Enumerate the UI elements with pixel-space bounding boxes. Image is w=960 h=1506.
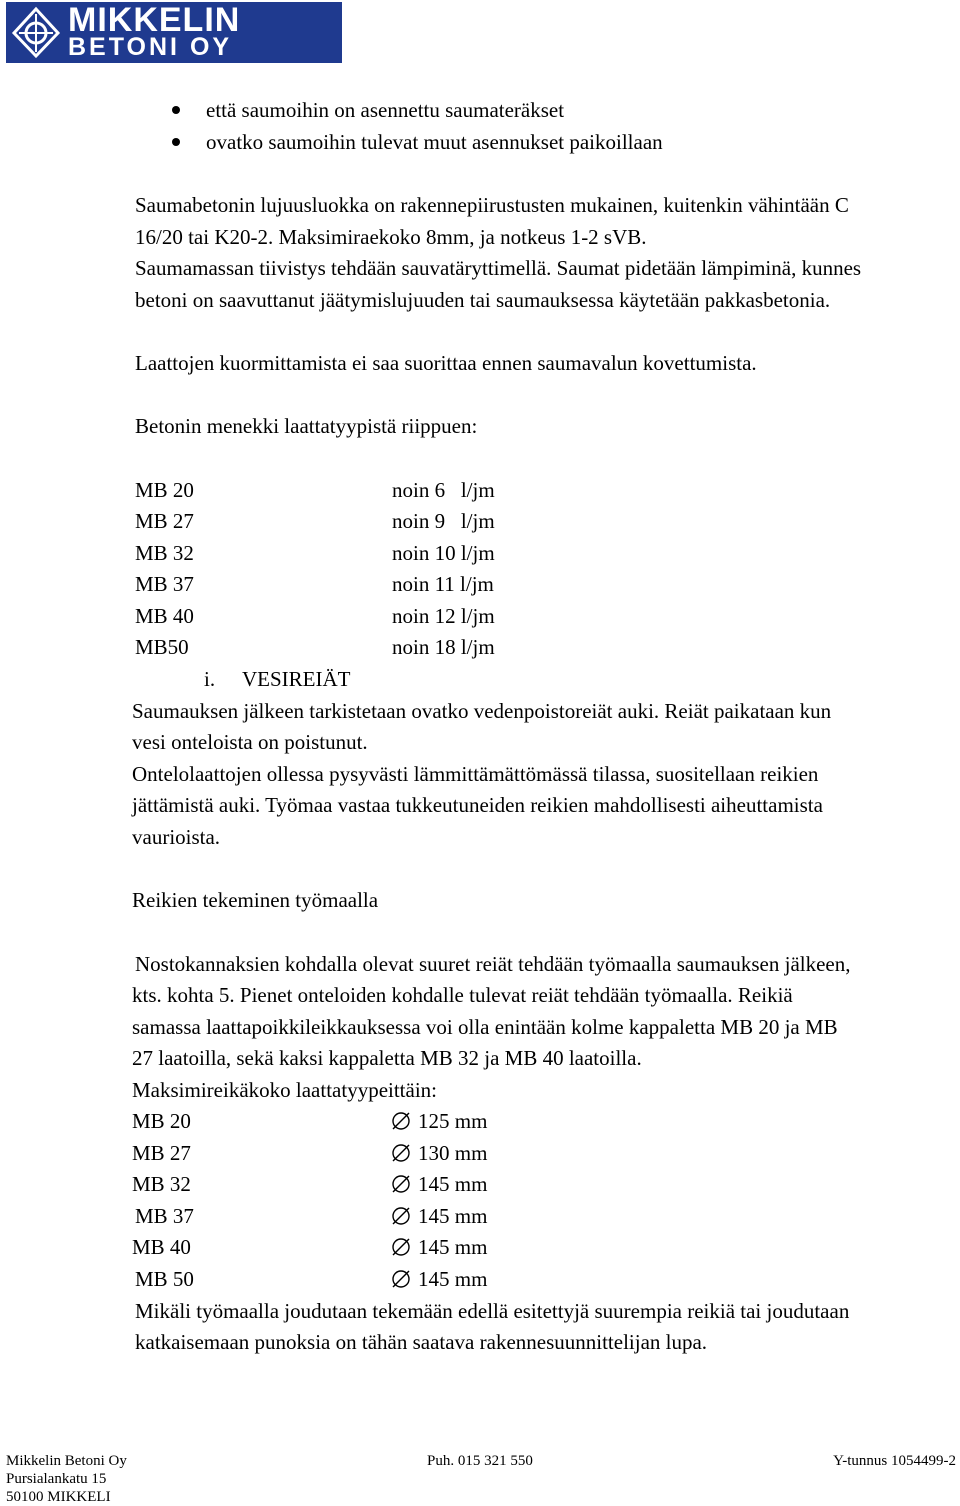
consumption-value: noin 9 l/jm — [392, 509, 495, 533]
hole-size: 125 mm — [418, 1109, 488, 1133]
company-logo — [6, 2, 342, 63]
footer-city: 50100 MIKKELI — [6, 1489, 111, 1505]
hole-type: MB 32 — [132, 1172, 191, 1196]
paragraph-line: Saumamassan tiivistys tehdään sauvatäryttimellä. Saumat pidetään lämpiminä, kunnes — [135, 256, 862, 280]
hole-type: MB 50 — [135, 1267, 194, 1291]
footer-street: Pursialankatu 15 — [6, 1471, 107, 1487]
paragraph-line: Nostokannaksien kohdalla olevat suuret reiät tehdään työmaalla saumauksen jälkeen, — [135, 952, 851, 976]
paragraph-line: kts. kohta 5. Pienet onteloiden kohdalle tulevat reiät tehdään työmaalla. Reikiä — [132, 983, 793, 1007]
footer-business-id: Y-tunnus 1054499-2 — [833, 1453, 956, 1469]
diameter-icon — [391, 1174, 411, 1194]
footer-company: Mikkelin Betoni Oy — [6, 1453, 127, 1469]
paragraph-line: vesi onteloista on poistunut. — [132, 730, 368, 754]
subheading: Reikien tekeminen työmaalla — [132, 888, 379, 912]
logo-text-line1: MIKKELIN — [68, 2, 241, 39]
bullet-item: että saumoihin on asennettu saumateräkset — [206, 98, 565, 122]
diameter-icon — [391, 1237, 411, 1257]
logo-emblem-icon — [10, 6, 62, 59]
paragraph-line: Maksimireikäkoko laattatyypeittäin: — [132, 1078, 438, 1102]
consumption-type: MB50 — [135, 635, 189, 659]
diameter-icon — [391, 1111, 411, 1131]
section-number: i. — [204, 667, 216, 691]
paragraph-line: 27 laatoilla, sekä kaksi kappaletta MB 32 ja MB 40 laatoilla. — [132, 1046, 642, 1070]
hole-type: MB 40 — [132, 1235, 191, 1259]
paragraph-line: Saumauksen jälkeen tarkistetaan ovatko vedenpoistoreiät auki. Reiät paikataan kun — [132, 699, 832, 723]
consumption-type: MB 20 — [135, 478, 194, 502]
hole-size: 130 mm — [418, 1141, 488, 1165]
bullet-item: ovatko saumoihin tulevat muut asennukset paikoillaan — [206, 130, 663, 154]
hole-type: MB 37 — [135, 1204, 194, 1228]
paragraph-line: Laattojen kuormittamista ei saa suorittaa ennen saumavalun kovettumista. — [135, 351, 757, 375]
paragraph-line: Ontelolaattojen ollessa pysyvästi lämmittämättömässä tilassa, suositellaan reikien — [132, 762, 819, 786]
consumption-heading: Betonin menekki laattatyypistä riippuen: — [135, 414, 478, 438]
logo-text-line2: BETONI OY — [68, 33, 233, 61]
bullet-dot — [172, 138, 180, 146]
hole-size: 145 mm — [418, 1235, 488, 1259]
paragraph-line: betoni on saavuttanut jäätymislujuuden tai saumauksessa käytetään pakkasbetonia. — [135, 288, 831, 312]
hole-type: MB 20 — [132, 1109, 191, 1133]
hole-size: 145 mm — [418, 1267, 488, 1291]
paragraph-line: samassa laattapoikkileikkauksessa voi olla enintään kolme kappaletta MB 20 ja MB — [132, 1015, 838, 1039]
section-title: VESIREIÄT — [242, 667, 351, 691]
consumption-value: noin 12 l/jm — [392, 604, 495, 628]
hole-size: 145 mm — [418, 1204, 488, 1228]
paragraph-line: Saumabetonin lujuusluokka on rakennepiirustusten mukainen, kuitenkin vähintään C — [135, 193, 849, 217]
paragraph-line: jättämistä auki. Työmaa vastaa tukkeutuneiden reikien mahdollisesti aiheuttamista — [132, 793, 823, 817]
diameter-icon — [391, 1143, 411, 1163]
consumption-value: noin 6 l/jm — [392, 478, 495, 502]
consumption-type: MB 27 — [135, 509, 194, 533]
paragraph-line: katkaisemaan punoksia on tähän saatava rakennesuunnittelijan lupa. — [135, 1330, 708, 1354]
paragraph-line: vaurioista. — [132, 825, 221, 849]
consumption-value: noin 10 l/jm — [392, 541, 495, 565]
consumption-value: noin 18 l/jm — [392, 635, 495, 659]
paragraph-line: Mikäli työmaalla joudutaan tekemään edellä esitettyjä suurempia reikiä tai joudutaan — [135, 1299, 850, 1323]
consumption-type: MB 37 — [135, 572, 194, 596]
consumption-value: noin 11 l/jm — [392, 572, 494, 596]
footer-phone: Puh. 015 321 550 — [427, 1453, 533, 1469]
consumption-type: MB 32 — [135, 541, 194, 565]
hole-type: MB 27 — [132, 1141, 191, 1165]
consumption-type: MB 40 — [135, 604, 194, 628]
paragraph-line: 16/20 tai K20-2. Maksimiraekoko 8mm, ja notkeus 1-2 sVB. — [135, 225, 647, 249]
bullet-dot — [172, 106, 180, 114]
diameter-icon — [391, 1269, 411, 1289]
diameter-icon — [391, 1206, 411, 1226]
hole-size: 145 mm — [418, 1172, 488, 1196]
